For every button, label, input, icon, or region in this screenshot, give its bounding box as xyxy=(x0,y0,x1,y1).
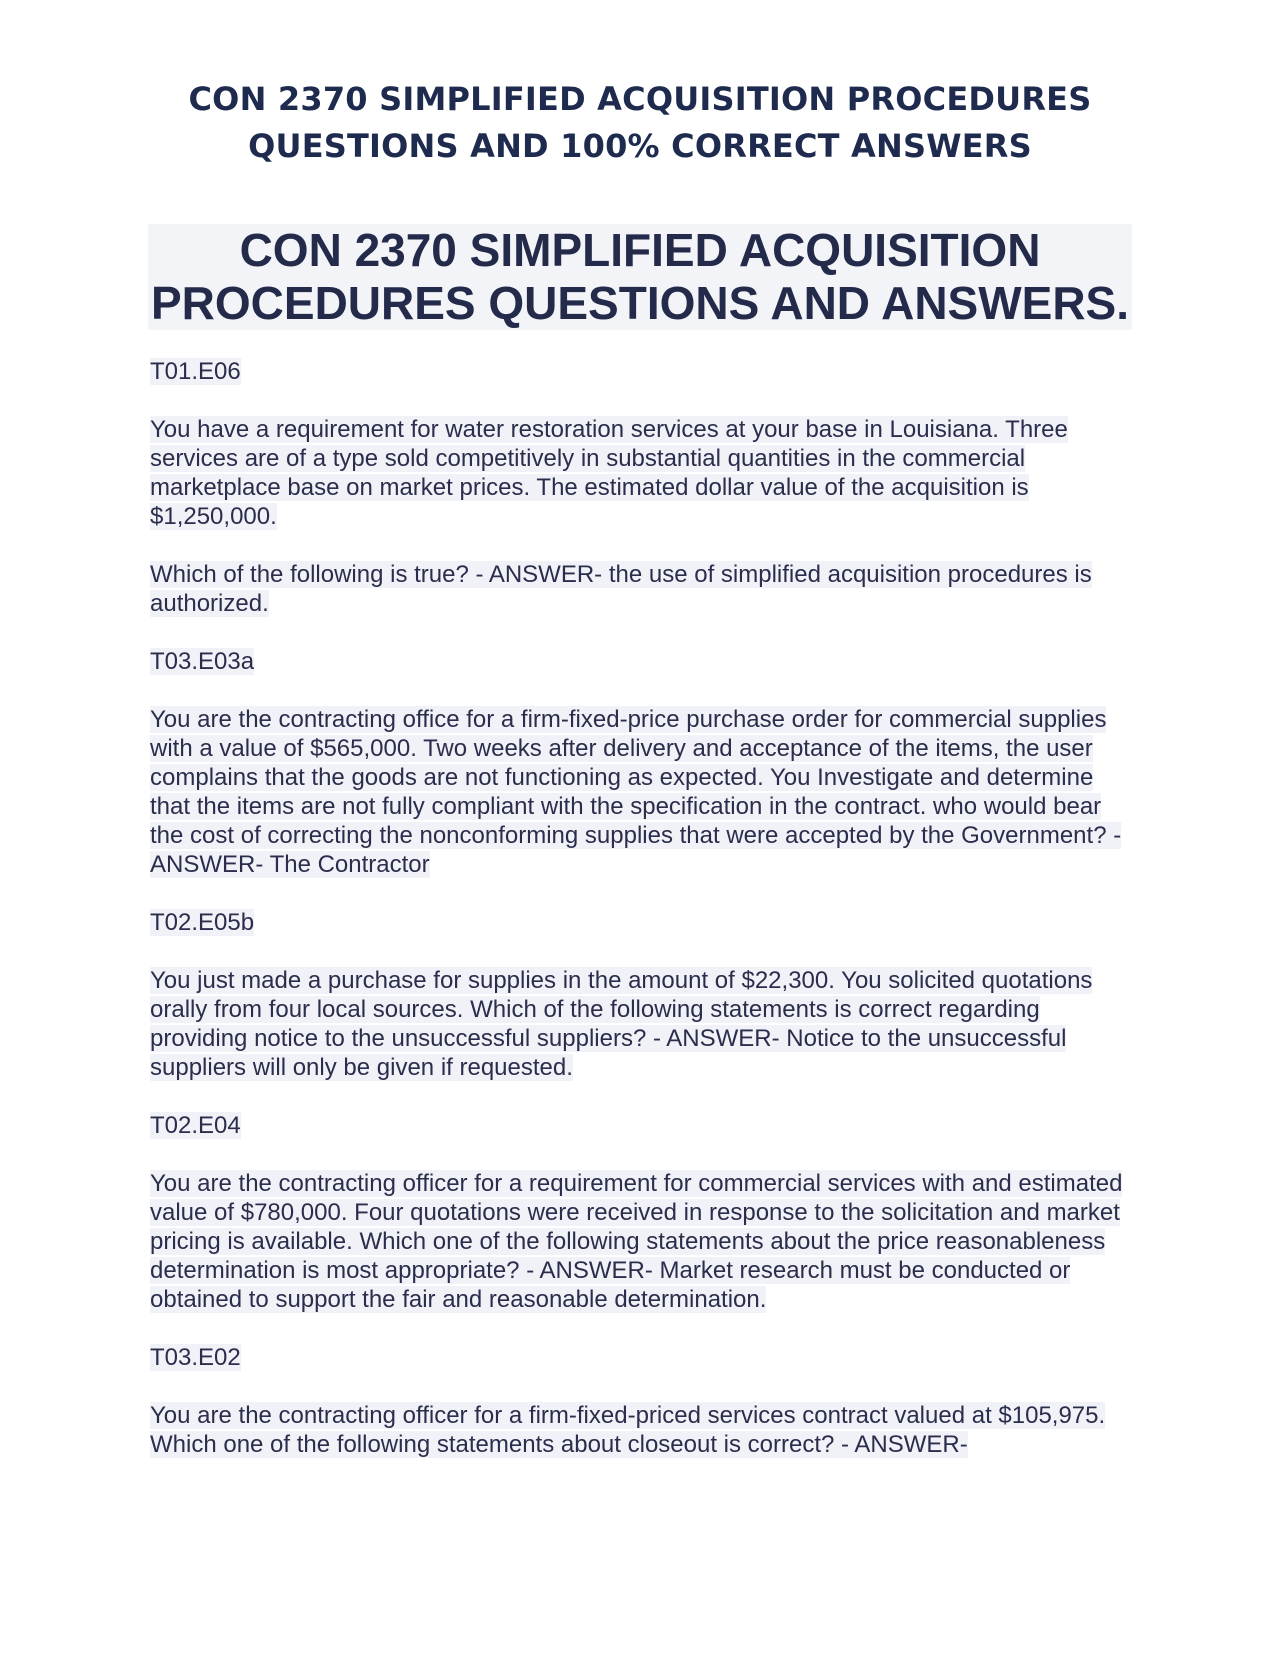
question-id xyxy=(150,1111,1130,1140)
question-text xyxy=(150,1169,1130,1314)
section-heading xyxy=(148,224,1132,330)
question-body-text: You have a requirement for water restoration services at your base in Louisiana. Three services are of a type sold competitively in substantial quantities in the commercial marketplace base on market prices. The estimated dollar value of the acquisition is $1,250,000. xyxy=(150,416,1068,530)
question-id xyxy=(150,908,1130,937)
question-text xyxy=(150,966,1130,1082)
question-body-text: You just made a purchase for supplies in the amount of $22,300. You solicited quotations orally from four local sources. Which of the following statements is correct regarding providing notice to the unsuccessful suppliers? - ANSWER- Notice to the unsuccessful suppliers will only be given if requested. xyxy=(150,967,1093,1081)
question-body-text: You are the contracting office for a firm-fixed-price purchase order for commercial supplies with a value of $565,000. Two weeks after delivery and acceptance of the items, the user complains that the goods are not functioning as expected. You Investigate and determine that the items are not fully compliant with the specification in the contract. who would bear the cost of correcting the nonconforming supplies that were accepted by the Government? - ANSWER- The Contractor xyxy=(150,706,1122,878)
question-id-text: T01.E06 xyxy=(150,358,241,385)
question-text xyxy=(150,705,1130,879)
section-heading-line-2: PROCEDURES QUESTIONS AND ANSWERS. xyxy=(150,277,1130,329)
question-id-text: T03.E03a xyxy=(150,648,255,675)
question-body-text: You are the contracting officer for a firm-fixed-priced services contract valued at $105,975. Which one of the following statements about closeout is correct? - ANSWER- xyxy=(150,1402,1106,1458)
document-title-line-1: CON 2370 SIMPLIFIED ACQUISITION PROCEDURES xyxy=(188,80,1092,118)
question-answer xyxy=(150,560,1130,618)
document-title-line-2: QUESTIONS AND 100% CORRECT ANSWERS xyxy=(248,127,1032,165)
section-heading-line-1: CON 2370 SIMPLIFIED ACQUISITION xyxy=(239,224,1041,276)
question-id-text: T02.E04 xyxy=(150,1112,241,1139)
question-id xyxy=(150,647,1130,676)
question-id-text: T02.E05b xyxy=(150,909,255,936)
question-text xyxy=(150,415,1130,531)
question-answer-text: Which of the following is true? - ANSWER- the use of simplified acquisition procedures is authorized. xyxy=(150,561,1092,617)
document-title xyxy=(150,76,1130,170)
document-body xyxy=(150,357,1130,1488)
question-id xyxy=(150,357,1130,386)
question-id xyxy=(150,1343,1130,1372)
question-text xyxy=(150,1401,1130,1459)
question-body-text: You are the contracting officer for a requirement for commercial services with and estimated value of $780,000. Four quotations were received in response to the solicitation and market pricing is available. Which one of the following statements about the price reasonableness determination is most appropriate? - ANSWER- Market research must be conducted or obtained to support the fair and reasonable determination. xyxy=(150,1170,1123,1313)
question-id-text: T03.E02 xyxy=(150,1344,241,1371)
